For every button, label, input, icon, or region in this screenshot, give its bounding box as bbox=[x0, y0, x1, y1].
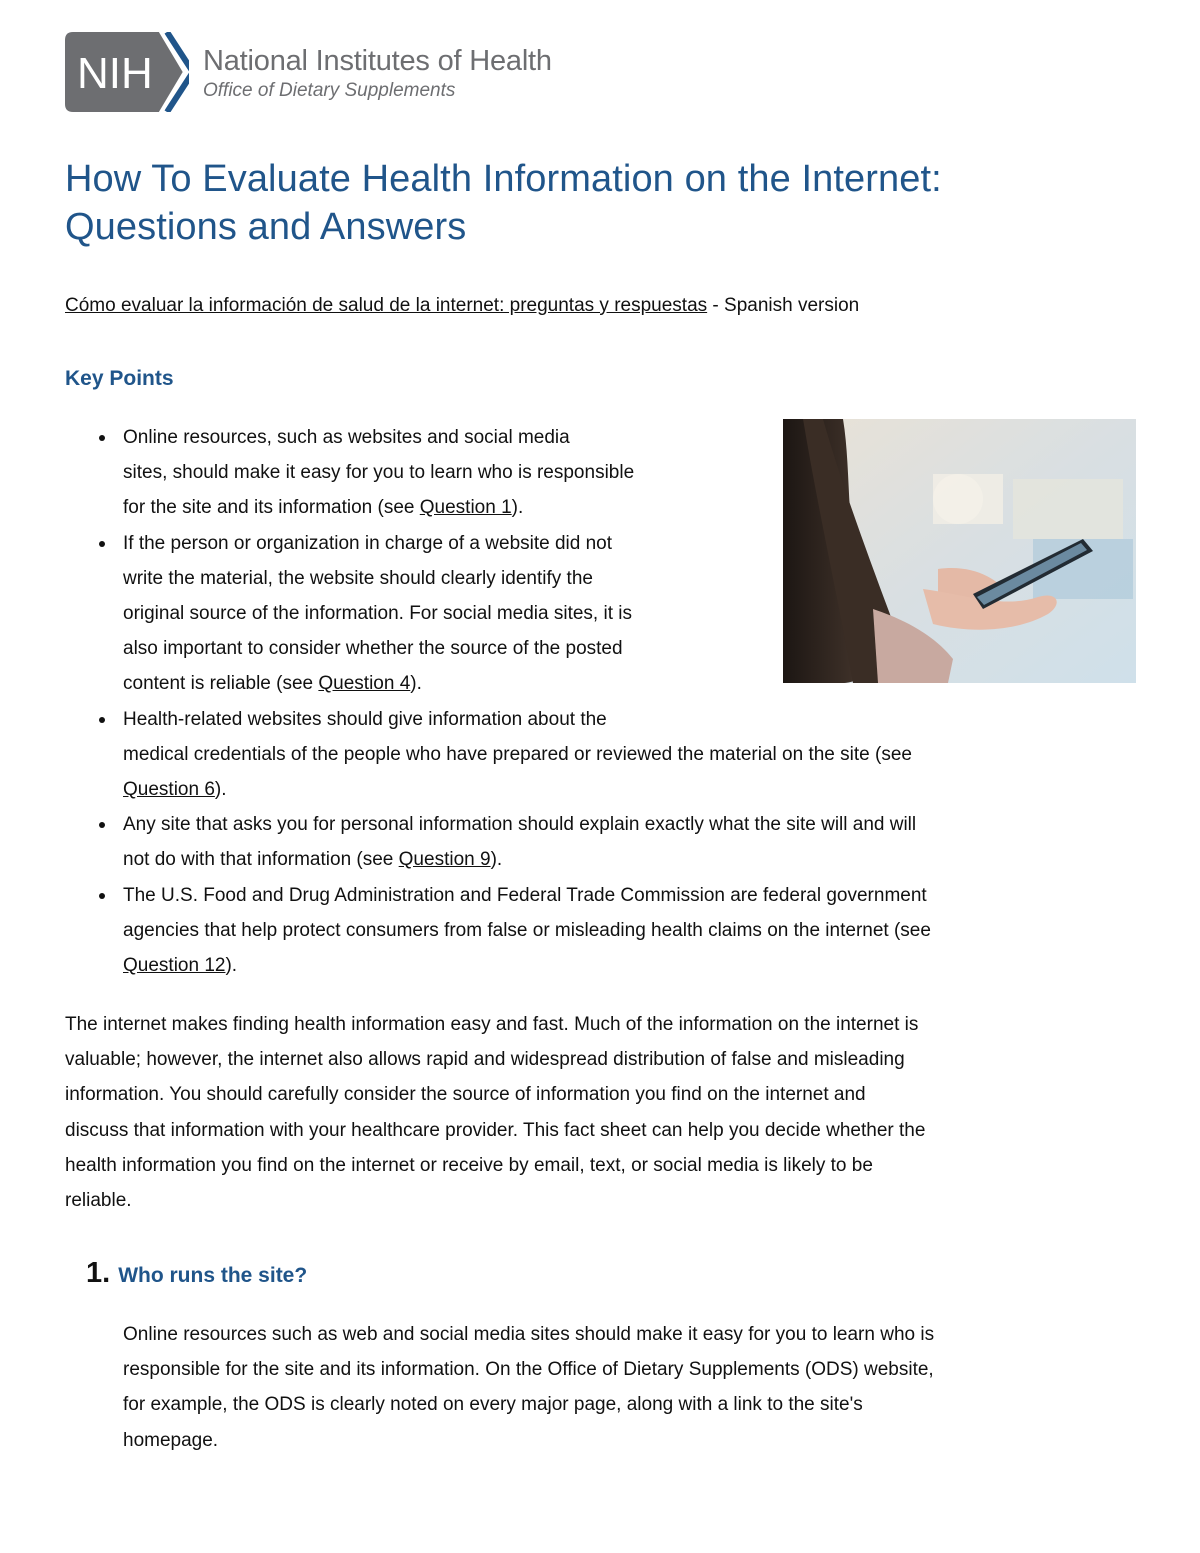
bullet-icon bbox=[99, 893, 105, 899]
key-point-item: The U.S. Food and Drug Administration and Federal Trade Commission are federal government agencies that help protect consumers from false or misleading health claims on the internet (see Question 12). bbox=[65, 878, 1140, 984]
intro-paragraph: The internet makes finding health information easy and fast. Much of the information on the internet is valuable; however, the internet also allows rapid and widespread distribution of false and misleading information. You should carefully consider the source of information you find on the internet and discuss that information with your healthcare provider. This fact sheet can help you decide whether the health information you find on the internet or receive by email, text, or social media is likely to be reliable. bbox=[65, 1014, 926, 1212]
question-9-link[interactable]: Question 9 bbox=[398, 849, 491, 871]
question-1-number: 1. bbox=[86, 1257, 111, 1289]
question-4-link[interactable]: Question 4 bbox=[318, 673, 411, 695]
question-12-link[interactable]: Question 12 bbox=[123, 955, 226, 977]
question-1-heading bbox=[86, 1257, 307, 1290]
spanish-version-line bbox=[65, 292, 859, 320]
key-point-item: Health-related websites should give information about the medical credentials of the people who have prepared or reviewed the material on the site (see Question 6). bbox=[65, 702, 1140, 808]
question-1-title: Who runs the site? bbox=[118, 1264, 308, 1287]
key-point-item: Online resources, such as websites and social media sites, should make it easy for you to learn who is responsible for the site and its information (see Question 1). bbox=[65, 420, 1140, 526]
page-title-line1: How To Evaluate Health Information on the Internet: bbox=[65, 158, 942, 200]
key-point-item: Any site that asks you for personal information should explain exactly what the site will and will not do with that information (see Question 9). bbox=[65, 807, 1140, 877]
spanish-version-suffix: - Spanish version bbox=[707, 295, 860, 316]
nih-logo-text: NIH bbox=[77, 49, 153, 98]
nih-logo-badge bbox=[65, 32, 189, 112]
bullet-icon bbox=[99, 822, 105, 828]
nih-ods-logo[interactable] bbox=[65, 32, 552, 112]
question-1-body: Online resources such as web and social media sites should make it easy for you to learn who is responsible for the site and its information. On the Office of Dietary Supplements (ODS) website, for example, the ODS is clearly noted on every major page, along with a link to the site's homepage. bbox=[123, 1324, 935, 1451]
page-title-line2: Questions and Answers bbox=[65, 206, 467, 248]
question-1-link[interactable]: Question 1 bbox=[419, 497, 512, 519]
org-name: National Institutes of Health bbox=[203, 44, 552, 77]
question-6-link[interactable]: Question 6 bbox=[123, 779, 215, 801]
key-point-item: If the person or organization in charge of a website did not write the material, the website should clearly identify the original source of the information. For social media sites, it is also important to consider whether the source of the posted content is reliable (see Question 4). bbox=[65, 526, 1140, 702]
bullet-icon bbox=[99, 435, 105, 441]
key-points-list bbox=[65, 420, 1140, 983]
spanish-version-link[interactable]: Cómo evaluar la información de salud de la internet: preguntas y respuestas bbox=[65, 295, 708, 316]
bullet-icon bbox=[99, 717, 105, 723]
page-title bbox=[65, 155, 1165, 251]
bullet-icon bbox=[99, 541, 105, 547]
org-office: Office of Dietary Supplements bbox=[203, 79, 456, 101]
key-points-heading: Key Points bbox=[65, 367, 174, 390]
